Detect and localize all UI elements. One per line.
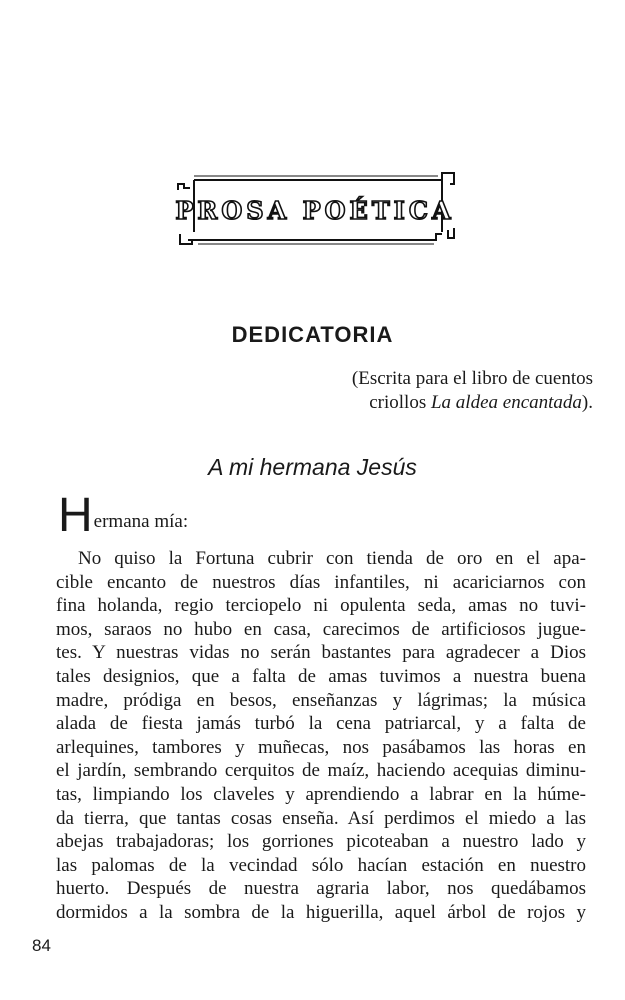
- dedication-note: [273, 367, 593, 415]
- section-title: PROSA POÉTICA: [175, 196, 455, 225]
- page-number: 84: [32, 936, 51, 955]
- body-line: tales designios, que a falta de amas tuvimos a nuestra buena: [56, 665, 586, 687]
- body-line: tes. Y nuestras vidas no serán bastantes para agradecer a Dios: [56, 642, 586, 664]
- subtitle: A mi hermana Jesús: [208, 454, 417, 480]
- section-banner: [172, 168, 458, 250]
- body-line: las palomas de la vecindad sólo hacían estación en nuestro: [56, 854, 586, 876]
- body-line: da tierra, que tantas cosas enseña. Así perdimos el miedo a las: [56, 807, 586, 829]
- body-line: abejas trabajadoras; los gorriones picoteaban a nuestro lado y: [56, 831, 586, 853]
- body-line: mos, saraos no hubo en casa, carecimos de artificiosos juguе-: [56, 618, 586, 640]
- body-line: tas, limpiando los claveles y aprendiendo a labrar en la húme-: [56, 783, 586, 805]
- note-line-1: (Escrita para el libro de cuentos: [351, 368, 593, 389]
- body-line: madre, pródiga en besos, enseñanzas y lágrimas; la música: [56, 689, 586, 711]
- body-line: fina holanda, regio terciopelo ni opulenta seda, amas no tuvi-: [56, 595, 586, 617]
- body-line: arlequines, tambores y muñecas, nos pasábamos las horas en: [56, 736, 586, 758]
- body-line: huerto. Después de nuestra agraria labor, nos quedábamos: [56, 878, 586, 900]
- note-line-2-start: criollos: [369, 392, 431, 413]
- page-title: DEDICATORIA: [231, 322, 394, 347]
- drop-cap: H: [58, 489, 93, 542]
- body-line: No quiso la Fortuna cubrir con tienda de oro en el apa-: [78, 548, 586, 569]
- body-text: [56, 547, 586, 925]
- salutation-text: ermana mía:: [93, 511, 189, 532]
- salutation: [58, 489, 189, 542]
- note-line-2-end: ).: [581, 392, 593, 413]
- body-line: el jardín, sembrando cerquitos de maíz, haciendo acequias diminu-: [56, 760, 586, 782]
- body-line: alada de fiesta jamás turbó la cena patriarcal, y a falta de: [56, 713, 586, 735]
- book-title: La aldea encantada: [430, 392, 582, 413]
- body-line: cible encanto de nuestros días infantiles, ni acariciarnos con: [56, 571, 586, 593]
- body-line: dormidos a la sombra de la higuerilla, aquel árbol de rojos y: [56, 901, 586, 923]
